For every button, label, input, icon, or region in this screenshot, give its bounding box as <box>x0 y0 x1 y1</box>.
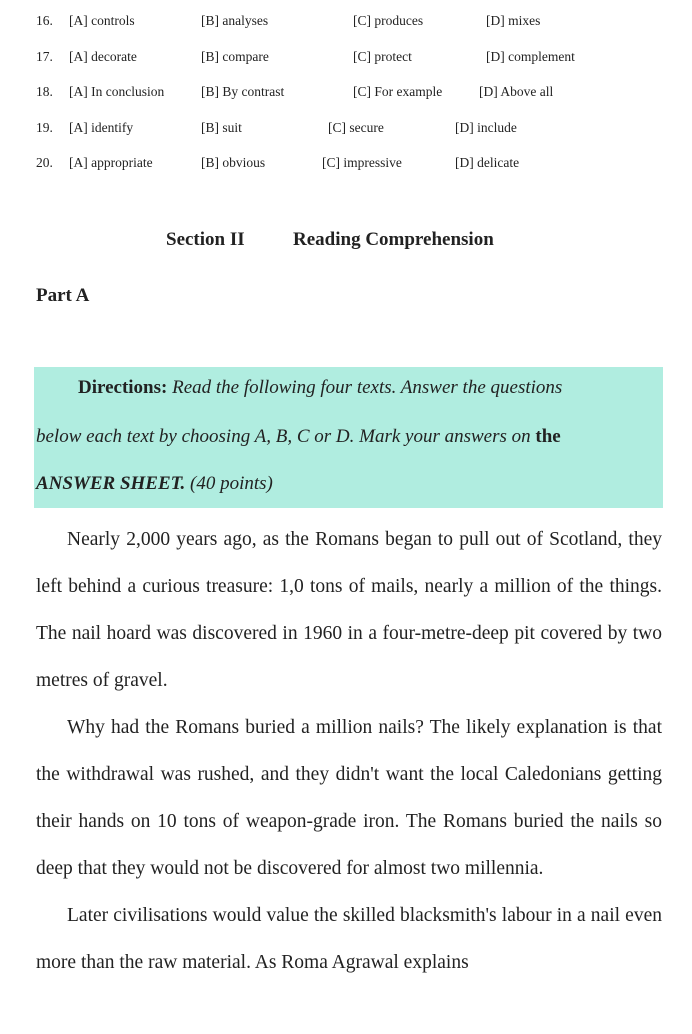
directions-text: below each text by choosing A, B, C or D. Mark your answers on <box>36 426 531 447</box>
part-heading: Part A <box>36 285 90 306</box>
question-number: 19. <box>36 120 53 135</box>
option-b: [B] By contrast <box>201 84 285 99</box>
directions-box <box>34 367 663 508</box>
points-text: (40 points) <box>190 473 273 494</box>
option-d: [D] delicate <box>455 155 520 170</box>
option-a: [A] controls <box>69 13 135 28</box>
question-number: 17. <box>36 49 53 64</box>
section-heading <box>0 229 692 255</box>
section-title: Reading Comprehension <box>293 229 494 250</box>
option-a: [A] In conclusion <box>69 84 165 99</box>
question-number: 20. <box>36 155 53 170</box>
option-b: [B] suit <box>201 120 242 135</box>
option-d: [D] complement <box>486 49 575 64</box>
option-c: [C] protect <box>353 49 412 64</box>
answer-sheet-label: ANSWER SHEET. <box>36 473 186 494</box>
directions-line-3 <box>36 473 273 495</box>
option-b: [B] obvious <box>201 155 266 170</box>
question-number: 16. <box>36 13 53 28</box>
option-b: [B] analyses <box>201 13 269 28</box>
paragraph: Why had the Romans buried a million nails? The likely explanation is that the withdrawal was rushed, and they didn't want the local Caledonians getting their hands on 10 tons of weapon-grade iron. The Romans buried the nails so deep that they would not be discovered for almost two millennia. <box>36 717 662 879</box>
question-16-options <box>0 13 692 33</box>
section-label: Section II <box>166 229 245 250</box>
directions-line-2 <box>36 426 561 448</box>
option-a: [A] appropriate <box>69 155 153 170</box>
paragraph: Later civilisations would value the skilled blacksmith's labour in a nail even more than the raw material. As Roma Agrawal explains <box>36 905 662 973</box>
paragraph: Nearly 2,000 years ago, as the Romans began to pull out of Scotland, they left behind a curious treasure: 1,0 tons of mails, nearly a million of the things. The nail hoard was discovered in 1960 in a four-metre-deep pit covered by two metres of gravel. <box>36 529 662 691</box>
option-a: [A] decorate <box>69 49 137 64</box>
directions-text: Read the following four texts. Answer the questions <box>172 377 563 398</box>
option-b: [B] compare <box>201 49 269 64</box>
reading-passage <box>36 516 662 986</box>
option-c: [C] produces <box>353 13 424 28</box>
option-c: [C] secure <box>328 120 384 135</box>
option-d: [D] Above all <box>479 84 554 99</box>
option-c: [C] For example <box>353 84 443 99</box>
directions-emphasis: the <box>535 426 561 447</box>
option-d: [D] include <box>455 120 517 135</box>
question-20-options <box>0 155 692 175</box>
question-17-options <box>0 49 692 69</box>
option-c: [C] impressive <box>322 155 402 170</box>
option-a: [A] identify <box>69 120 134 135</box>
question-18-options <box>0 84 692 104</box>
directions-line-1 <box>78 377 562 399</box>
question-number: 18. <box>36 84 53 99</box>
directions-label: Directions: <box>78 377 168 398</box>
question-19-options <box>0 120 692 140</box>
option-d: [D] mixes <box>486 13 541 28</box>
